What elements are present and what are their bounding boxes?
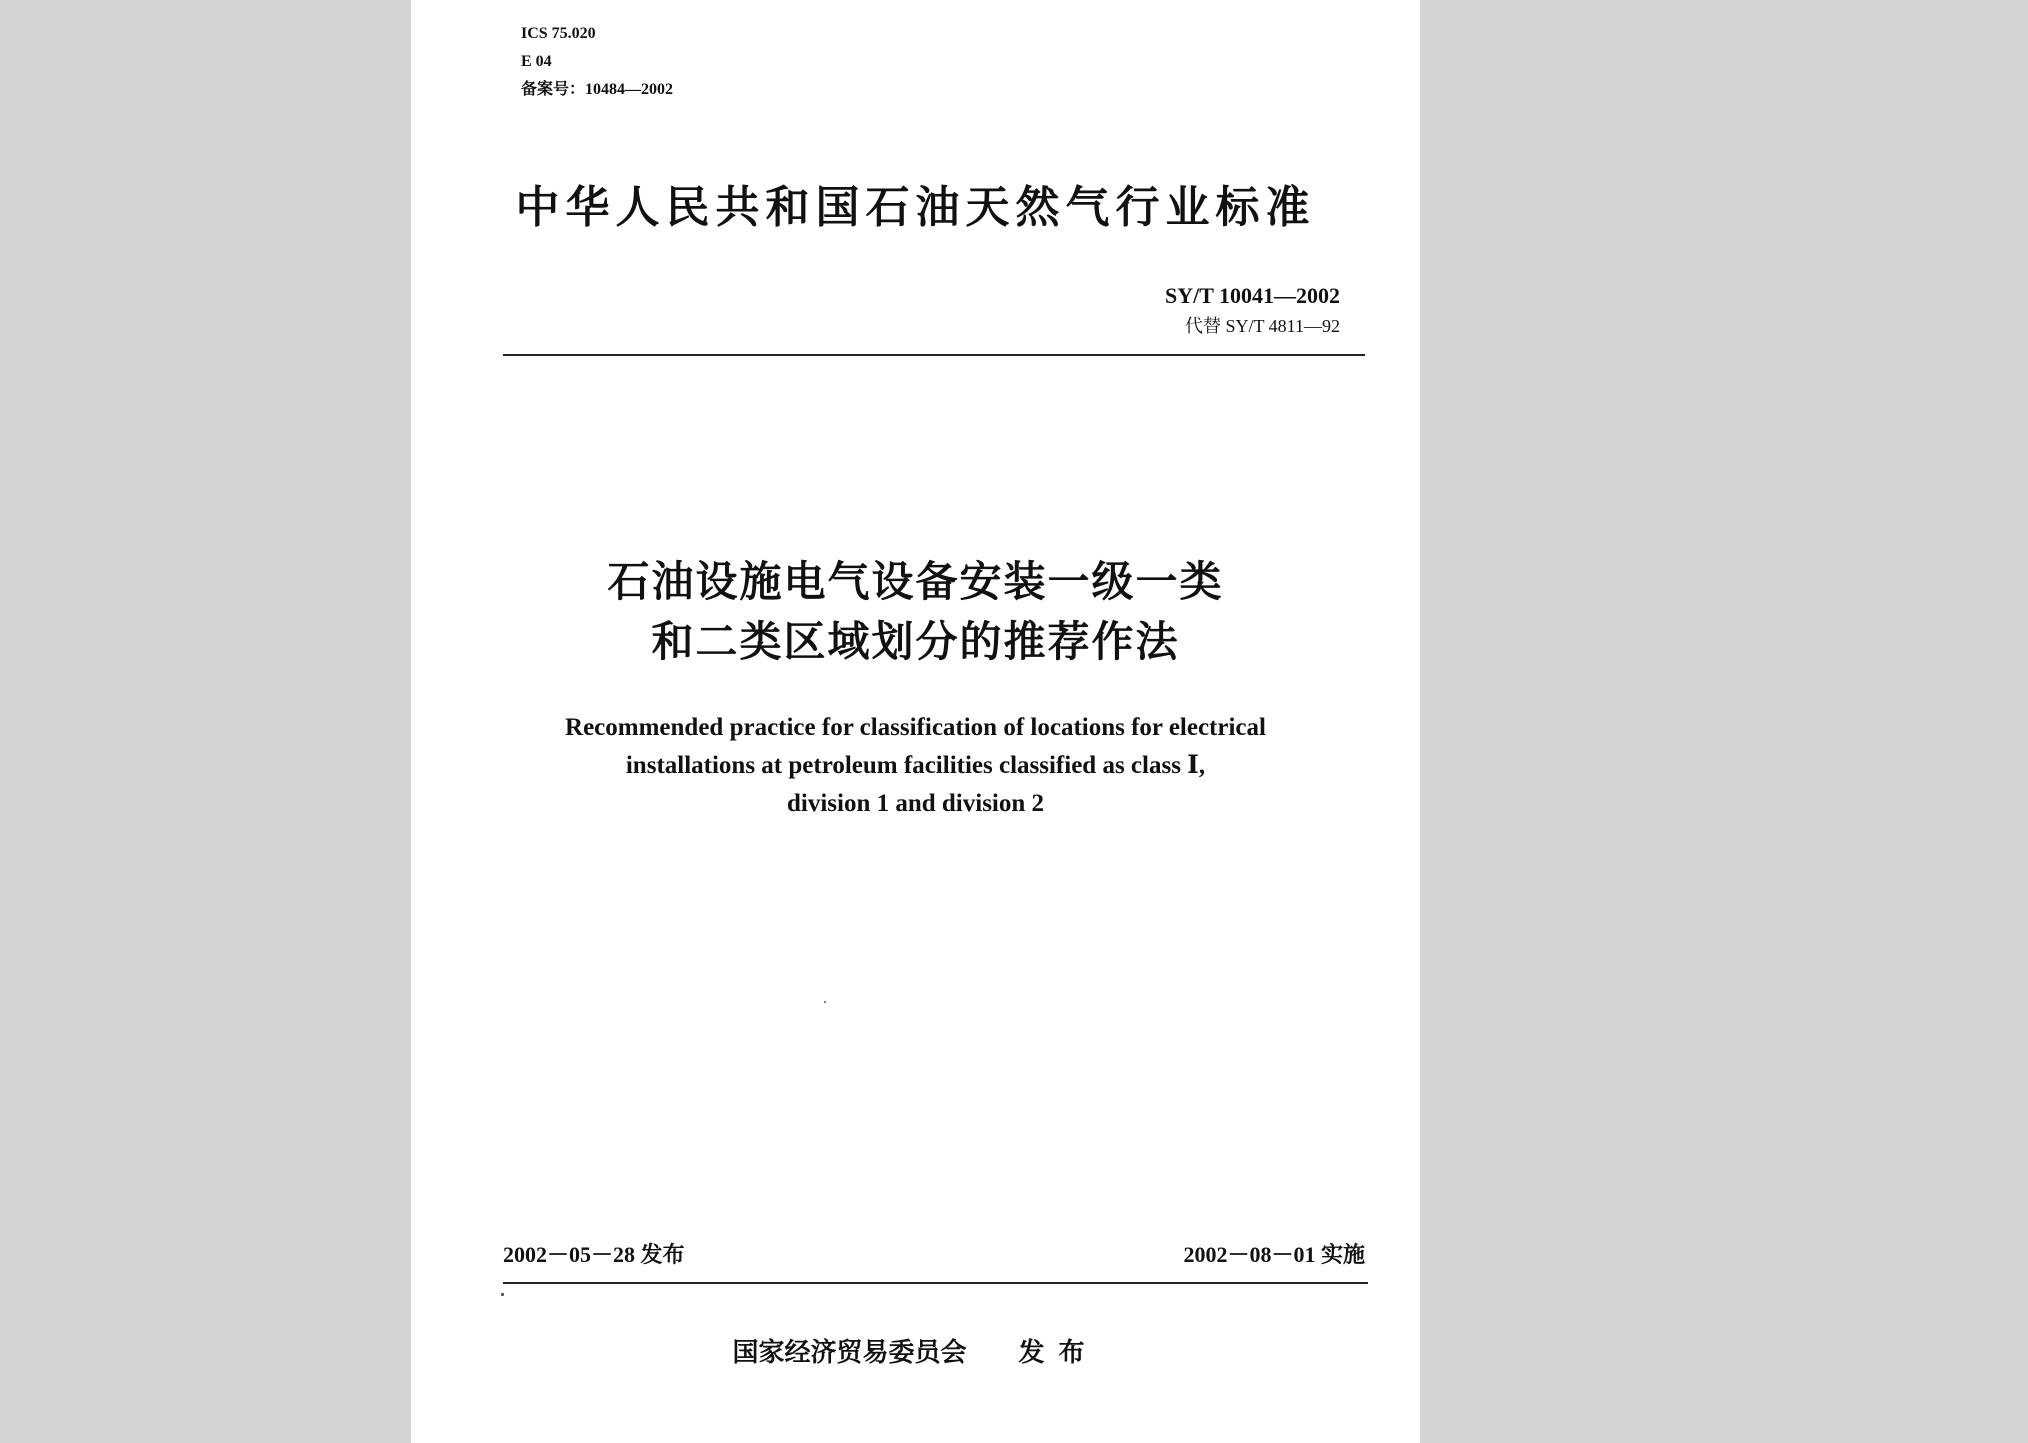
registration-number: 备案号：10484—2002 bbox=[521, 81, 674, 98]
implementation-date-label: 实施 bbox=[1320, 1243, 1365, 1268]
issue-date-value: 2002－05－28 bbox=[503, 1242, 636, 1267]
english-title-line-1: Recommended practice for classification of locations for electrical bbox=[565, 714, 1266, 741]
standard-number: SY/T 10041—2002 bbox=[1164, 283, 1340, 308]
scan-speck bbox=[501, 1293, 504, 1296]
document-page bbox=[411, 0, 1420, 1443]
implementation-date bbox=[1183, 1240, 1365, 1271]
chinese-title-line-2: 和二类区域划分的推荐作法 bbox=[651, 617, 1180, 666]
publisher-line bbox=[411, 1336, 1420, 1370]
ics-code: ICS 75.020 bbox=[521, 25, 596, 42]
english-title-line-3: division 1 and division 2 bbox=[786, 790, 1045, 817]
chinese-title-line-1: 石油设施电气设备安装一级一类 bbox=[607, 557, 1224, 606]
industry-standard-heading: 中华人民共和国石油天然气行业标准 bbox=[515, 182, 1316, 233]
publisher-name: 国家经济贸易委员会 bbox=[732, 1338, 967, 1368]
scan-speck bbox=[824, 1001, 826, 1003]
publisher-label: 发布 bbox=[1018, 1338, 1099, 1368]
implementation-date-value: 2002－08－01 bbox=[1183, 1242, 1316, 1267]
replaced-standard: 代替 SY/T 4811—92 bbox=[1184, 316, 1340, 336]
category-code: E 04 bbox=[521, 53, 552, 70]
header-divider bbox=[503, 354, 1365, 356]
issue-date bbox=[503, 1240, 685, 1271]
issue-date-label: 发布 bbox=[640, 1243, 685, 1268]
footer-divider bbox=[503, 1282, 1368, 1284]
english-title-line-2: installations at petroleum facilities classified as class Ⅰ, bbox=[625, 752, 1206, 779]
